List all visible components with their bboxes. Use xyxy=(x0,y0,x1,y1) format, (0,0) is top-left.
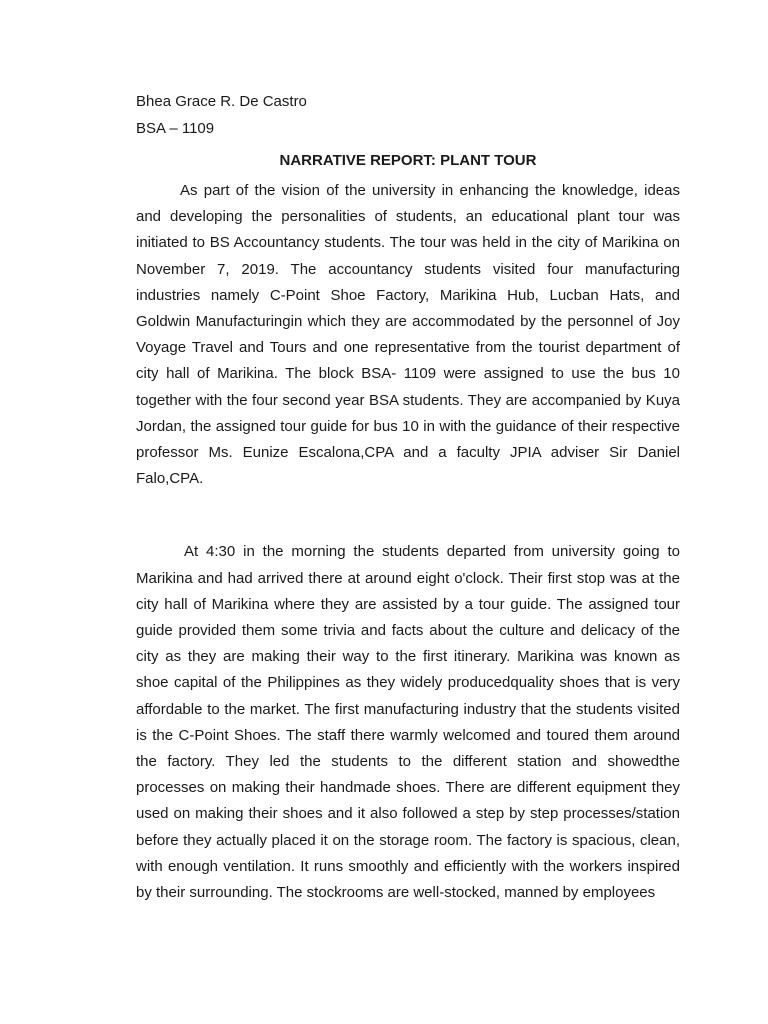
report-title: NARRATIVE REPORT: PLANT TOUR xyxy=(279,152,537,169)
section-code: BSA – 1109 xyxy=(136,120,215,137)
document-page xyxy=(136,88,680,906)
author-name: Bhea Grace R. De Castro xyxy=(136,93,307,110)
paragraph-spacer xyxy=(136,492,680,539)
paragraph-2: At 4:30 in the morning the students departed from university going to Marikina and had arrived there at around eight o'clock. Their first stop was at the city hall of Marikina where they are assisted by a tour guide. The assigned tour guide provided them some trivia and facts about the culture and delicacy of the city as they are making their way to the first itinerary. Marikina was known as shoe capital of the Philippines as they widely producedquality shoes that is very affordable to the market. The first manufacturing industry that the students visited is the C-Point Shoes. The staff there warmly welcomed and toured them around the factory. They led the students to the different station and showedthe processes on making their handmade shoes. There are different equipment they used on making their shoes and it also followed a step by step processes/station before they actually placed it on the storage room. The factory is spacious, clean, with enough ventilation. It runs smoothly and efficiently with the workers inspired by their surrounding. The stockrooms are well-stocked, manned by employees xyxy=(136,543,680,902)
paragraph-1: As part of the vision of the university in enhancing the knowledge, ideas and developing the personalities of students, an educational plant tour was initiated to BS Accountancy students. The tour was held in the city of Marikina on November 7, 2019. The accountancy students visited four manufacturing industries namely C-Point Shoe Factory, Marikina Hub, Lucban Hats, and Goldwin Manufacturingin which they are accommodated by the personnel of Joy Voyage Travel and Tours and one representative from the tourist department of city hall of Marikina. The block BSA- 1109 were assigned to use the bus 10 together with the four second year BSA students. They are accompanied by Kuya Jordan, the assigned tour guide for bus 10 in with the guidance of their respective professor Ms. Eunize Escalona,CPA and a faculty JPIA adviser Sir Daniel Falo,CPA. xyxy=(136,182,680,488)
